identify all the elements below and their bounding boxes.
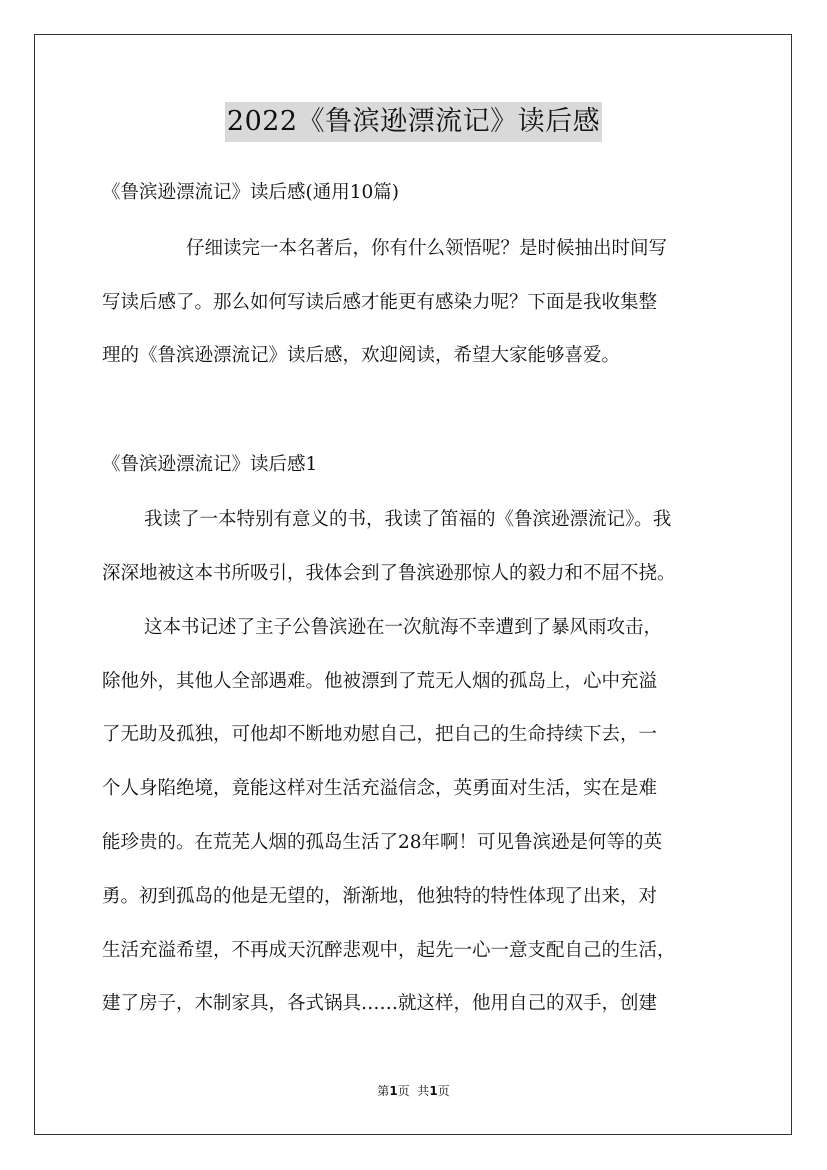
- body-line: 我读了一本特别有意义的书，我读了笛福的《鲁滨逊漂流记》。我: [144, 509, 672, 530]
- body-line: 勇。初到孤岛的他是无望的，渐渐地，他独特的特性体现了出来，对: [102, 886, 658, 907]
- section-heading: 《鲁滨逊漂流记》读后感1: [102, 454, 318, 475]
- intro-line: 仔细读完一本名著后，你有什么领悟呢？是时候抽出时间写: [186, 238, 668, 259]
- intro-line: 理的《鲁滨逊漂流记》读后感，欢迎阅读，希望大家能够喜爱。: [102, 345, 621, 366]
- footer-mid: 页 共: [397, 1084, 430, 1098]
- body-line: 生活充溢希望，不再成天沉醉悲观中，起先一心一意支配自己的生活，: [102, 940, 676, 961]
- body-line: 建了房子，木制家具，各式锅具……就这样，他用自己的双手，创建: [102, 993, 658, 1014]
- document-title: 2022《鲁滨逊漂流记》读后感: [225, 102, 602, 142]
- body-line: 除他外，其他人全部遇难。他被漂到了荒无人烟的孤岛上，心中充溢: [102, 671, 658, 692]
- footer-prefix: 第: [377, 1084, 390, 1098]
- footer-page-total: 1: [429, 1084, 438, 1098]
- footer-page-current: 1: [389, 1084, 398, 1098]
- document-subtitle: 《鲁滨逊漂流记》读后感(通用10篇): [102, 182, 399, 203]
- title-container: [0, 102, 827, 142]
- footer-suffix: 页: [437, 1084, 450, 1098]
- body-line: 个人身陷绝境，竟能这样对生活充溢信念，英勇面对生活，实在是难: [102, 778, 658, 799]
- page-footer: [0, 1082, 827, 1099]
- body-line: 深深地被这本书所吸引，我体会到了鲁滨逊那惊人的毅力和不屈不挠。: [102, 563, 676, 584]
- body-line: 了无助及孤独，可他却不断地劝慰自己，把自己的生命持续下去，一: [102, 724, 658, 745]
- body-line: 能珍贵的。在荒芜人烟的孤岛生活了28年啊！可见鲁滨逊是何等的英: [102, 832, 663, 853]
- intro-line: 写读后感了。那么如何写读后感才能更有感染力呢？下面是我收集整: [102, 292, 658, 313]
- body-line: 这本书记述了主子公鲁滨逊在一次航海不幸遭到了暴风雨攻击，: [144, 617, 663, 638]
